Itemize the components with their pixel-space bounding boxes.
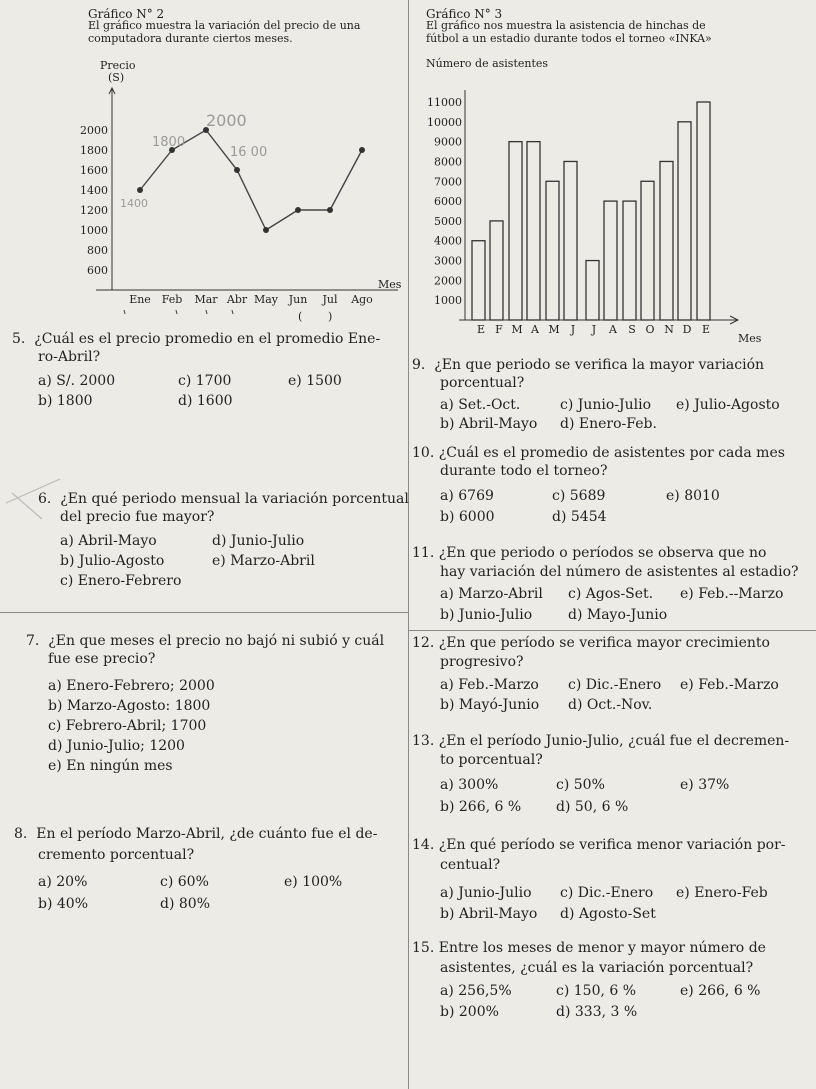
bar [527, 142, 540, 320]
q12-option-c[interactable]: c) Dic.-Enero [568, 677, 662, 693]
x-tick-label: E [701, 323, 711, 336]
x-tick-label: E [476, 323, 486, 336]
graph2-desc-2: computadora durante ciertos meses. [88, 32, 293, 45]
q10-text-1: 10. ¿Cuál es el promedio de asistentes por cada mes [412, 445, 785, 461]
y-tick-label: 1000 [434, 294, 462, 308]
q11-text-2: hay variación del número de asistentes al estadio? [440, 564, 799, 580]
q11-option-c[interactable]: c) Agos-Set. [568, 586, 654, 602]
bar [604, 201, 617, 320]
y-tick-label: 1600 [80, 164, 108, 177]
data-point [263, 227, 269, 233]
x-tick-label: F [495, 323, 503, 336]
q12-text-2: progresivo? [440, 654, 524, 670]
graph2-title: Gráfico N° 2 [88, 7, 165, 21]
q12-option-b[interactable]: b) Mayó-Junio [440, 697, 540, 713]
handwritten-1600: 16 00 [230, 145, 268, 160]
q9-option-b[interactable]: b) Abril-Mayo [440, 416, 538, 432]
q8-text-2: cremento porcentual? [38, 847, 195, 863]
q8-text-1: 8. En el período Marzo-Abril, ¿de cuánto fue el de- [14, 826, 378, 842]
q9-text-2: porcentual? [440, 375, 525, 391]
q6-option-a[interactable]: a) Abril-Mayo [60, 533, 157, 549]
q15-option-a[interactable]: a) 256,5% [440, 983, 512, 999]
q15-option-b[interactable]: b) 200% [440, 1004, 499, 1020]
y-tick-label: 6000 [434, 195, 462, 209]
pencil-tick [206, 310, 207, 314]
bar [660, 161, 673, 320]
x-tick-label: Ago [351, 293, 373, 306]
y-tick-label: 1200 [80, 204, 108, 217]
x-tick-label: Feb [161, 293, 183, 306]
q15-text-1: 15. Entre los meses de menor y mayor número de [412, 940, 766, 956]
q12-option-d[interactable]: d) Oct.-Nov. [568, 697, 653, 713]
q5-option-a[interactable]: a) S/. 2000 [38, 373, 116, 389]
line-chart [0, 0, 408, 330]
graph3-desc-2: fútbol a un estadio durante todos el torneo «INKA» [426, 32, 712, 45]
q9-option-a[interactable]: a) Set.-Oct. [440, 397, 521, 413]
q5-text-1: 5. ¿Cuál es el precio promedio en el promedio Ene- [12, 331, 381, 347]
q7-option-b[interactable]: b) Marzo-Agosto: 1800 [48, 698, 211, 714]
y-tick-label: 1400 [80, 184, 108, 197]
q15-option-e[interactable]: e) 266, 6 % [680, 983, 761, 999]
handwritten-1800: 1800 [152, 135, 186, 150]
q14-option-a[interactable]: a) Junio-Julio [440, 885, 532, 901]
y-tick-label: 800 [87, 244, 108, 257]
x-tick-label: Jul [322, 293, 338, 306]
pencil-tick [124, 310, 125, 314]
y-tick-label: 7000 [434, 175, 462, 189]
bar [490, 221, 503, 320]
y-tick-label: 1000 [80, 224, 108, 237]
x-tick-label: Ene [129, 293, 151, 306]
data-point [359, 147, 365, 153]
y-tick-label: 5000 [434, 214, 462, 228]
q9-option-d[interactable]: d) Enero-Feb. [560, 416, 657, 432]
bar [678, 122, 691, 320]
q14-option-b[interactable]: b) Abril-Mayo [440, 906, 538, 922]
q10-option-e[interactable]: e) 8010 [666, 488, 720, 504]
q9-text-1: 9. ¿En que periodo se verifica la mayor variación [412, 357, 765, 373]
bar [697, 102, 710, 320]
q8-option-d[interactable]: d) 80% [160, 896, 210, 912]
q15-option-c[interactable]: c) 150, 6 % [556, 983, 637, 999]
q14-text-2: centual? [440, 857, 501, 873]
section-divider-right [408, 630, 816, 631]
handwritten-2000: 2000 [206, 111, 247, 130]
x-tick-label: A [531, 323, 539, 336]
q6-text-2: del precio fue mayor? [60, 509, 215, 525]
bar [472, 241, 485, 320]
q10-option-b[interactable]: b) 6000 [440, 509, 495, 525]
q15-text-2: asistentes, ¿cuál es la variación porcentual? [440, 960, 754, 976]
data-point [137, 187, 143, 193]
x-tick-label: S [628, 323, 636, 336]
q6-option-c[interactable]: c) Enero-Febrero [60, 573, 182, 589]
q7-option-a[interactable]: a) Enero-Febrero; 2000 [48, 678, 215, 694]
q12-option-e[interactable]: e) Feb.-Marzo [680, 677, 779, 693]
pencil-tick [176, 310, 177, 314]
x-tick-label: N [664, 323, 674, 336]
section-divider-left [0, 612, 408, 613]
y-tick-label: 9000 [434, 135, 462, 149]
x-tick-label: Abr [226, 293, 248, 306]
graph2-ylabel-1: Precio [100, 59, 136, 72]
q5-option-b[interactable]: b) 1800 [38, 393, 93, 409]
q12-text-1: 12. ¿En que período se verifica mayor crecimiento [412, 635, 770, 651]
q11-option-b[interactable]: b) Junio-Julio [440, 607, 533, 623]
q13-option-d[interactable]: d) 50, 6 % [556, 799, 629, 815]
pencil-mark [2, 473, 62, 523]
q13-option-a[interactable]: a) 300% [440, 777, 499, 793]
y-tick-label: 1800 [80, 144, 108, 157]
q8-option-c[interactable]: c) 60% [160, 874, 209, 890]
q14-text-1: 14. ¿En qué período se verifica menor variación por- [412, 837, 786, 853]
bar [641, 181, 654, 320]
q13-text-1: 13. ¿En el período Junio-Julio, ¿cuál fue el decremen- [412, 733, 790, 749]
y-tick-label: 8000 [434, 155, 462, 169]
pencil-tick [232, 310, 233, 314]
q6-option-d[interactable]: d) Junio-Julio [212, 533, 305, 549]
q14-option-e[interactable]: e) Enero-Feb [676, 885, 768, 901]
q12-option-a[interactable]: a) Feb.-Marzo [440, 677, 539, 693]
q5-option-e[interactable]: e) 1500 [288, 373, 342, 389]
data-point [234, 167, 240, 173]
q10-text-2: durante todo el torneo? [440, 463, 608, 479]
q5-option-d[interactable]: d) 1600 [178, 393, 233, 409]
x-tick-label: Mar [194, 293, 218, 306]
q13-option-b[interactable]: b) 266, 6 % [440, 799, 522, 815]
q9-option-e[interactable]: e) Julio-Agosto [676, 397, 780, 413]
y-tick-label: 10000 [427, 115, 462, 129]
x-tick-label: M [548, 323, 560, 336]
bar [564, 161, 577, 320]
bar [623, 201, 636, 320]
graph3-xlabel: Mes [738, 332, 762, 345]
q7-option-e[interactable]: e) En ningún mes [48, 758, 173, 774]
x-tick-label: A [609, 323, 617, 336]
q7-option-c[interactable]: c) Febrero-Abril; 1700 [48, 718, 207, 734]
q8-option-a[interactable]: a) 20% [38, 874, 88, 890]
q9-option-c[interactable]: c) Junio-Julio [560, 397, 652, 413]
pencil-paren-open: ( [298, 310, 303, 323]
pencil-paren-close: ) [328, 310, 333, 323]
q6-text-1: 6. ¿En qué periodo mensual la variación porcentual [38, 491, 409, 507]
q13-text-2: to porcentual? [440, 752, 543, 768]
q7-text-2: fue ese precio? [48, 651, 156, 667]
q5-text-2: ro-Abril? [38, 349, 101, 365]
q10-option-d[interactable]: d) 5454 [552, 509, 607, 525]
y-tick-label: 3000 [434, 254, 462, 268]
q14-option-c[interactable]: c) Dic.-Enero [560, 885, 654, 901]
x-tick-label: M [511, 323, 523, 336]
graph3-ylabel: Número de asistentes [426, 57, 549, 70]
x-tick-label: J [591, 323, 597, 336]
y-tick-label: 600 [87, 264, 108, 277]
y-tick-label: 11000 [427, 96, 462, 109]
bar [546, 181, 559, 320]
q7-option-d[interactable]: d) Junio-Julio; 1200 [48, 738, 185, 754]
q8-option-b[interactable]: b) 40% [38, 896, 88, 912]
x-tick-label: O [645, 323, 655, 336]
q11-text-1: 11. ¿En que periodo o períodos se observa que no [412, 545, 767, 561]
q6-option-b[interactable]: b) Julio-Agosto [60, 553, 165, 569]
graph2-xlabel: Mes [378, 278, 402, 291]
q6-option-e[interactable]: e) Marzo-Abril [212, 553, 315, 569]
x-tick-label: D [682, 323, 692, 336]
x-tick-label: J [570, 323, 576, 336]
q13-option-c[interactable]: c) 50% [556, 777, 605, 793]
q14-option-d[interactable]: d) Agosto-Set [560, 906, 656, 922]
graph3-title: Gráfico N° 3 [426, 7, 503, 21]
y-tick-label: 4000 [434, 234, 462, 248]
q11-option-d[interactable]: d) Mayo-Junio [568, 607, 668, 623]
handwritten-1400: 1400 [120, 197, 148, 210]
x-tick-label: May [253, 293, 279, 306]
data-point [295, 207, 301, 213]
data-point [327, 207, 333, 213]
bar [586, 261, 599, 320]
bar [509, 142, 522, 320]
q15-option-d[interactable]: d) 333, 3 % [556, 1004, 638, 1020]
q10-option-a[interactable]: a) 6769 [440, 488, 494, 504]
q7-text-1: 7. ¿En que meses el precio no bajó ni subió y cuál [26, 633, 385, 649]
x-tick-label: Jun [288, 293, 308, 306]
y-tick-label: 2000 [80, 124, 108, 137]
q5-option-c[interactable]: c) 1700 [178, 373, 232, 389]
bar-chart [408, 0, 816, 350]
graph3-desc-1: El gráfico nos muestra la asistencia de hinchas de [426, 19, 706, 32]
graph2-desc-1: El gráfico muestra la variación del precio de una [88, 19, 361, 32]
graph2-ylabel-2: (S) [108, 71, 125, 84]
q10-option-c[interactable]: c) 5689 [552, 488, 606, 504]
q11-option-a[interactable]: a) Marzo-Abril [440, 586, 543, 602]
q13-option-e[interactable]: e) 37% [680, 777, 730, 793]
y-tick-label: 2000 [434, 274, 462, 288]
q11-option-e[interactable]: e) Feb.--Marzo [680, 586, 784, 602]
q8-option-e[interactable]: e) 100% [284, 874, 343, 890]
